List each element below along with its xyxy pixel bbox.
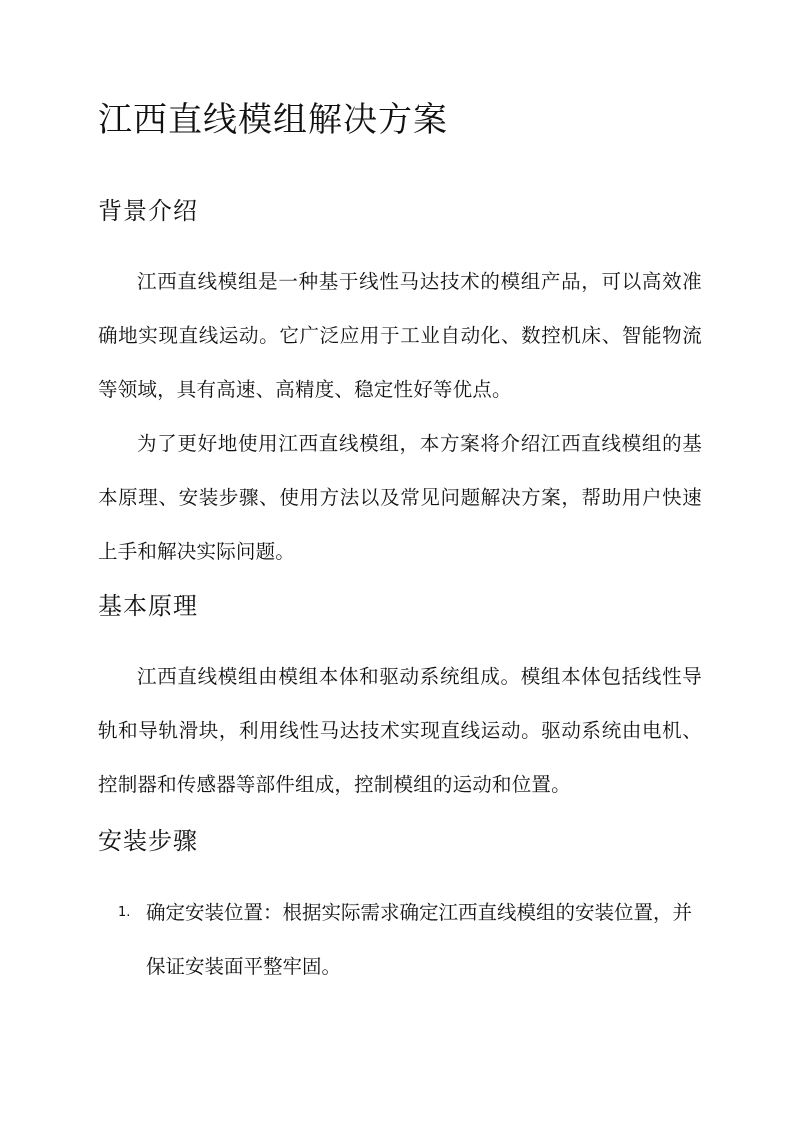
list-item-text: 确定安装位置：根据实际需求确定江西直线模组的安装位置，并保证安装面平整牢固。 [146,901,693,978]
paragraph-principle-1: 江西直线模组由模组本体和驱动系统组成。模组本体包括线性导轨和导轨滑块，利用线性马达技术实现直线运动。驱动系统由电机、控制器和传感器等部件组成，控制模组的运动和位置。 [98,665,702,796]
document-title: 江西直线模组解决方案 [98,100,448,140]
section-heading-principle: 基本原理 [98,592,198,620]
section-heading-installation: 安装步骤 [98,827,198,855]
list-item [118,886,702,994]
paragraph-background-2: 为了更好地使用江西直线模组，本方案将介绍江西直线模组的基本原理、安装步骤、使用方法以及常见问题解决方案，帮助用户快速上手和解决实际问题。 [98,432,702,563]
list-item-number: 1. [118,905,131,920]
paragraph-background-1: 江西直线模组是一种基于线性马达技术的模组产品，可以高效准确地实现直线运动。它广泛应用于工业自动化、数控机床、智能物流等领域，具有高速、高精度、稳定性好等优点。 [98,270,702,401]
section-heading-background: 背景介绍 [98,197,198,225]
